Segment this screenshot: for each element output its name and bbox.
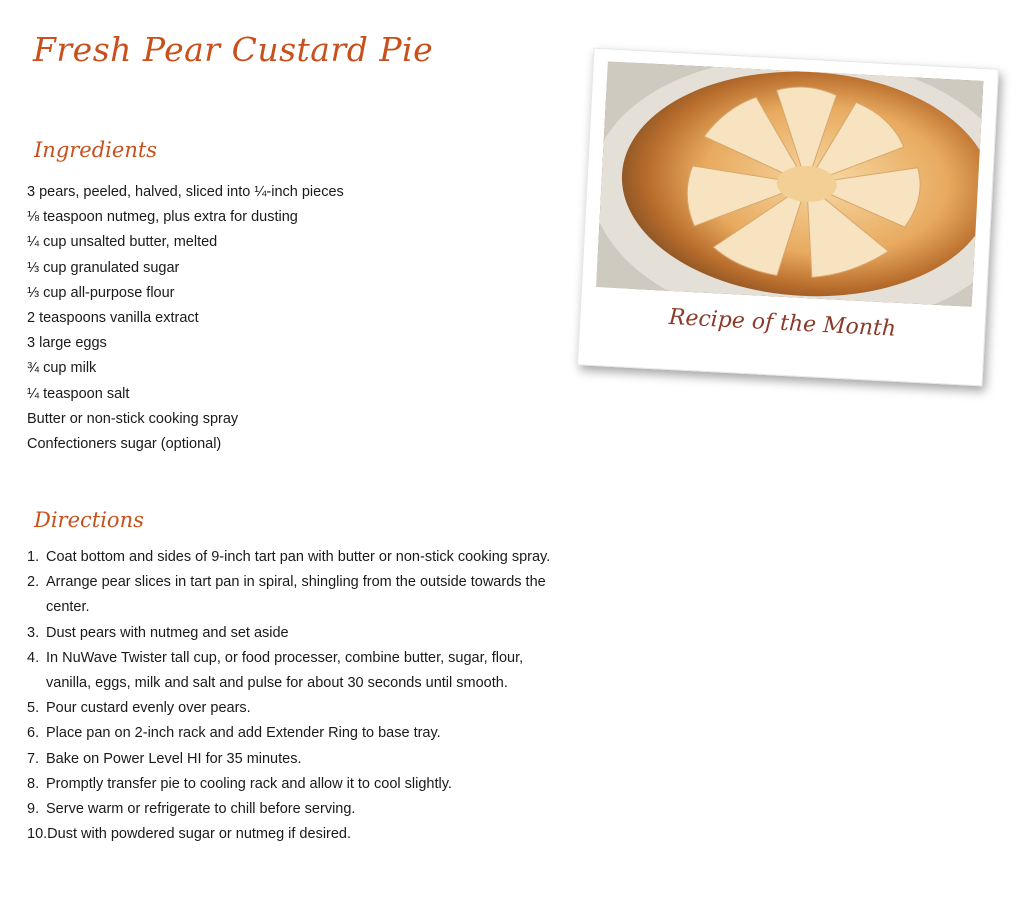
step-text: Place pan on 2-inch rack and add Extender Ring to base tray. [46, 725, 441, 742]
directions-list [27, 545, 567, 847]
step-number: 8. [27, 775, 40, 792]
pie-illustration [596, 61, 983, 306]
step-number: 4. [27, 649, 40, 666]
step-text: Coat bottom and sides of 9-inch tart pan with butter or non-stick cooking spray. [46, 549, 551, 565]
photo-caption: Recipe of the Month [668, 304, 897, 342]
ingredient-item: Confectioners sugar (optional) [27, 436, 222, 453]
page-title: Fresh Pear Custard Pie [33, 30, 434, 69]
step-number: 7. [27, 750, 40, 767]
direction-step [27, 570, 567, 620]
direction-step [27, 822, 567, 847]
step-number: 6. [27, 725, 40, 742]
ingredient-item: 2 teaspoons vanilla extract [27, 310, 199, 327]
ingredient-item: ⅓ cup all-purpose flour [27, 284, 175, 301]
step-text: In NuWave Twister tall cup, or food processer, combine butter, sugar, flour, vanilla, eggs, milk and salt and pulse for about 30 seconds until smooth. [46, 649, 524, 692]
direction-step [27, 772, 567, 797]
step-number: 9. [27, 801, 40, 818]
step-text: Promptly transfer pie to cooling rack and allow it to cool slightly. [46, 775, 452, 792]
direction-step [27, 621, 567, 646]
directions-heading: Directions [34, 508, 144, 532]
ingredient-item: ⅓ cup granulated sugar [27, 259, 180, 276]
direction-step [27, 545, 567, 570]
step-number: 3. [27, 624, 40, 641]
ingredient-item: 3 pears, peeled, halved, sliced into ¼-inch pieces [27, 184, 344, 200]
step-number: 5. [27, 700, 40, 717]
direction-step [27, 721, 567, 746]
step-text: Arrange pear slices in tart pan in spiral, shingling from the outside towards the center. [46, 574, 546, 616]
direction-step [27, 747, 567, 772]
step-number: 2. [27, 574, 40, 591]
ingredients-list [27, 180, 344, 457]
step-number: 10. [27, 826, 48, 843]
step-text: Dust pears with nutmeg and set aside [46, 624, 289, 641]
ingredient-item: ¾ cup milk [27, 360, 97, 377]
step-text: Bake on Power Level HI for 35 minutes. [46, 750, 302, 767]
direction-step [27, 696, 567, 721]
ingredient-item: ⅛ teaspoon nutmeg, plus extra for dusting [27, 209, 298, 226]
ingredients-heading: Ingredients [34, 138, 158, 162]
step-number: 1. [27, 549, 40, 565]
ingredient-item: ¼ teaspoon salt [27, 385, 130, 402]
ingredient-item: 3 large eggs [27, 335, 107, 352]
step-text: Pour custard evenly over pears. [46, 700, 251, 717]
step-text: Serve warm or refrigerate to chill before serving. [46, 801, 356, 818]
step-text: Dust with powdered sugar or nutmeg if desired. [47, 826, 352, 843]
direction-step [27, 797, 567, 822]
ingredient-item: Butter or non-stick cooking spray [27, 410, 239, 427]
recipe-photo-card [577, 48, 999, 387]
pie-photo [596, 61, 983, 306]
ingredient-item: ¼ cup unsalted butter, melted [27, 234, 218, 251]
direction-step [27, 646, 567, 696]
